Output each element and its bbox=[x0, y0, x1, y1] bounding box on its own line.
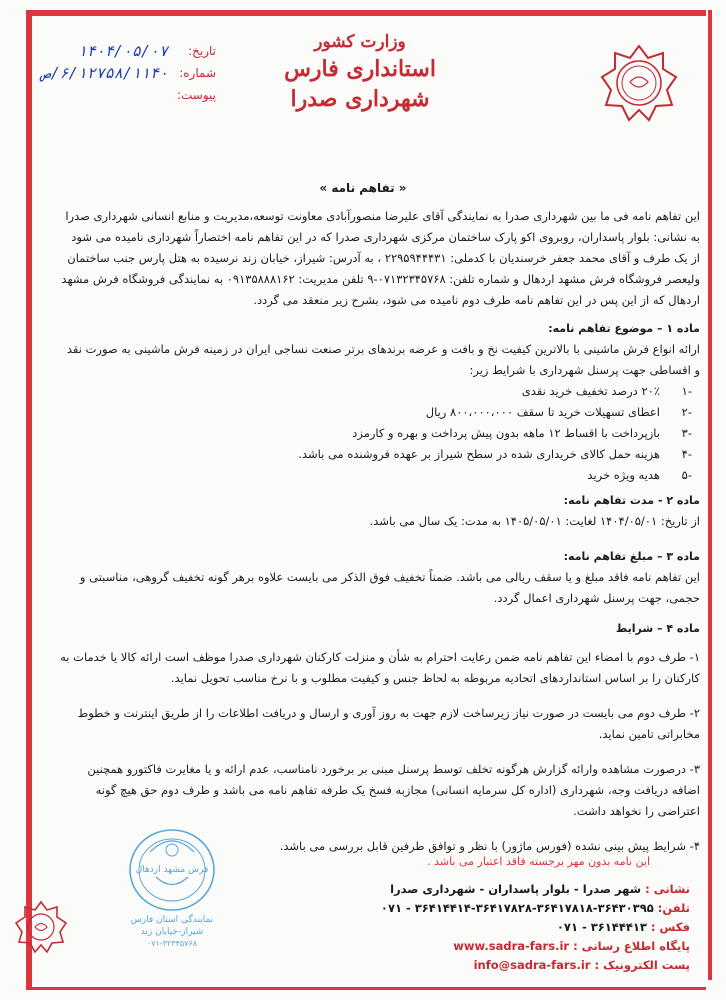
number-row bbox=[36, 62, 216, 84]
article-4-item: ۳- درصورت مشاهده وارائه گزارش هرگونه تخلف توسط پرسنل مبنی بر برخورد نامناسب، عدم ارائه و یا مغایرت فاکتورو همچنین اضافه دریافت وجه، شهرداری (اداره کل سرمایه انسانی) مجازبه فسخ یک طرفه تفاهم نامه می باشد و طرف دوم حق هیچ گونه اعتراضی را نخواهد داشت. bbox=[87, 762, 700, 818]
municipality-logo-icon bbox=[600, 44, 678, 122]
article-4-item: ۴- شرایط پیش بینی نشده (فورس ماژور) با نظر و توافق طرفین قابل بررسی می باشد. bbox=[279, 839, 700, 853]
attachment-row bbox=[36, 84, 216, 106]
intro-text: این تفاهم نامه فی ما بین شهرداری صدرا به نمایندگی آقای علیرضا منصورآبادی معاونت توسعه،مدیریت و منابع انسانی شهرداری صدرا به نشانی: بلوار پاسداران، روبروی اکو پارک ساختمان مرکزی شهرداری صدرا که در این تفاهم نامه اختصاراً شهرداری نامیده می شود از یک طرف و آقای محمد جعفر خرسندیان با کدملی: ۲۲۹۵۹۴۴۴۳۱ ، به آدرس: شیراز، خیابان زند نرسیده به هتل پارس جنب ساختمان ولیعصر فروشگاه فرش مشهد اردهال و شماره تلفن: ۰۷۱۳۲۳۴۵۷۶۸-۹ تلفن مدیریت: ۰۹۱۳۵۸۸۸۱۶۲ به نمایندگی فروشگاه فرش مشهد اردهال که از این پس در این تفاهم نامه طرف دوم نامیده می شود، بشرح زیر منعقد می گردد. bbox=[61, 209, 700, 307]
ministry-name: وزارت کشور bbox=[314, 32, 406, 52]
letter-meta bbox=[36, 40, 216, 106]
border-right bbox=[708, 10, 712, 980]
document-title: « تفاهم نامه » bbox=[319, 181, 407, 195]
footer-website: پایگاه اطلاع رسانی : www.sadra-fars.ir bbox=[350, 937, 690, 956]
article-3-heading: ماده ۳ – مبلغ تفاهم نامه: bbox=[563, 550, 700, 563]
stamp-line-4: ۰۷۱-۳۲۳۴۵۷۶۸ bbox=[146, 939, 198, 948]
article-2-text: از تاریخ: ۱۴۰۴/۰۵/۰۱ لغایت: ۱۴۰۵/۰۵/۰۱ به مدت: یک سال می باشد. bbox=[369, 514, 700, 528]
footer-fax: فکس : ۳۶۱۴۴۴۱۳ - ۰۷۱ bbox=[556, 920, 690, 934]
article-1 bbox=[60, 318, 700, 486]
footer-contact bbox=[350, 880, 690, 975]
email-link[interactable]: info@sadra-fars.ir bbox=[473, 958, 591, 972]
company-stamp-icon bbox=[112, 822, 238, 956]
list-item: -۳ بازپرداخت با اقساط ۱۲ ماهه بدون پیش پرداخت و بهره و کارمزد bbox=[352, 426, 692, 440]
stamp-line-2: نمایندگی استان فارس bbox=[130, 915, 214, 925]
stamp-line-3: شیراز-خیابان زند bbox=[140, 927, 204, 937]
article-3 bbox=[60, 546, 700, 609]
attachment-label: پیوست: bbox=[176, 88, 216, 102]
border-bottom bbox=[26, 987, 706, 990]
footer-email: پست الکترونیک : info@sadra-fars.ir bbox=[350, 956, 690, 975]
date-value: ۱۴۰۴/۰۵/۰۷ bbox=[77, 42, 168, 60]
letterhead-title bbox=[250, 30, 470, 114]
article-1-text: ارائه انواع فرش ماشینی با بالاترین کیفیت نخ و بافت و عرضه برندهای برتر صنعت نساجی ایران در زمینه فرش ماشینی به صورت نقد و اقساطی جهت پرسنل شهرداری با شرایط زیر: bbox=[66, 342, 700, 377]
municipality-seal-icon bbox=[14, 900, 68, 954]
municipality-name: شهرداری صدرا bbox=[290, 86, 430, 112]
website-link[interactable]: www.sadra-fars.ir bbox=[453, 939, 570, 953]
number-value: ۶/۱۲۷۵۸/۱۱۴۰/ص bbox=[41, 64, 168, 82]
footer-address: نشانی : شهر صدرا - بلوار پاسداران - شهرداری صدرا bbox=[390, 882, 690, 896]
article-4-item: ۱- طرف دوم با امضاء این تفاهم نامه ضمن رعایت احترام به شأن و منزلت کارکنان شهرداری صدرا موظف است ارائه کالا یا خدمات به کارکنان را بر اساس استانداردهای اتحادیه مربوطه به لحاظ جنس و کیفیت مطلوب و با نرخ مناسب تحویل نماید. bbox=[60, 650, 700, 685]
article-2 bbox=[60, 490, 700, 532]
border-top bbox=[26, 10, 706, 16]
article-4-heading: ماده ۴ – شرایط bbox=[615, 622, 700, 635]
list-item: -۴ هزینه حمل کالای خریداری شده در سطح شیراز بر عهده فروشنده می باشد. bbox=[298, 447, 692, 461]
intro-paragraph bbox=[60, 206, 700, 311]
stamp-line-1: فرش مشهد اردهال bbox=[135, 865, 209, 875]
border-left bbox=[26, 10, 32, 990]
article-2-heading: ماده ۲ - مدت تفاهم نامه: bbox=[563, 494, 700, 507]
list-item: -۱ ۲۰٪ درصد تخفیف خرید نقدی bbox=[521, 384, 692, 398]
list-item: -۵ هدیه ویژه خرید bbox=[587, 468, 692, 482]
date-row bbox=[36, 40, 216, 62]
article-4-item: ۲- طرف دوم می بایست در صورت نیاز زیرساخت لازم جهت به روز آوری و ارسال و دریافت اطلاعات را از طریق اینترنت و خطوط مخابراتی تامین نماید. bbox=[77, 706, 700, 741]
footer-phone: تلفن: ۳۶۴۳۰۳۹۵-۳۶۴۱۷۸۱۸-۳۶۴۱۷۸۲۸-۳۶۴۱۴۴۱۴ - ۰۷۱ bbox=[380, 901, 690, 915]
list-item: -۲ اعطای تسهیلات خرید تا سقف ۸۰۰،۰۰۰،۰۰۰ ریال bbox=[425, 405, 692, 419]
article-3-text: این تفاهم نامه فاقد مبلغ و یا سقف ریالی می باشد. ضمناً تخفیف فوق الذکر می بایست علاوه برهر گونه تخفیف گروهی، مناسبتی و حجمی، جهت پرسنل شهرداری اعمال گردد. bbox=[79, 570, 700, 605]
date-label: تاریخ: bbox=[188, 44, 216, 58]
article-1-heading: ماده ۱ – موضوع تفاهم نامه: bbox=[548, 322, 700, 335]
validity-disclaimer: این نامه بدون مهر برجسته فاقد اعتبار می باشد . bbox=[427, 855, 650, 868]
number-label: شماره: bbox=[179, 66, 216, 80]
governorate-name: استانداری فارس bbox=[284, 56, 436, 82]
